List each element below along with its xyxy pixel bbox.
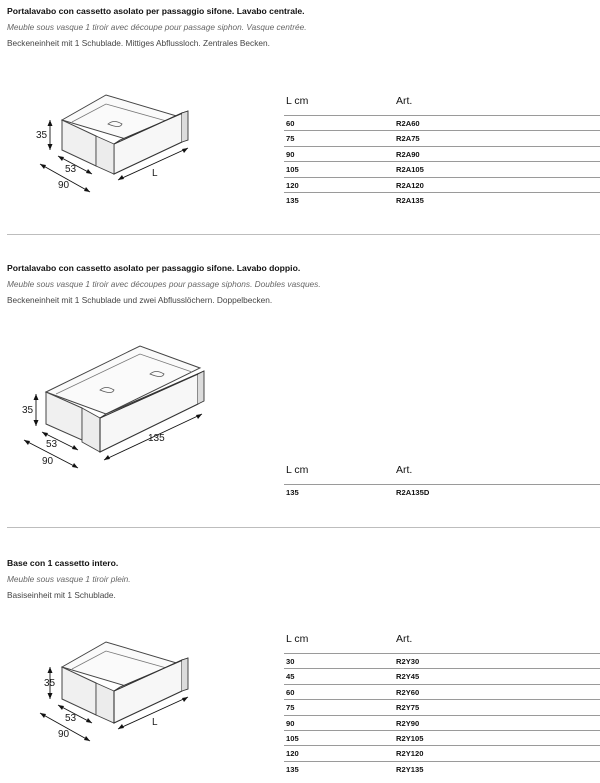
cell-article: R2A75 (396, 134, 420, 144)
dim-height-label: 35 (36, 130, 48, 141)
col-header-article: Art. (396, 95, 413, 107)
table-row (284, 699, 600, 714)
cell-length: 30 (286, 657, 295, 666)
table-row (284, 161, 600, 176)
table-row (284, 745, 600, 760)
cell-article: R2Y135 (396, 764, 424, 774)
table-header (284, 464, 600, 484)
cell-article: R2A90 (396, 149, 420, 159)
cell-article: R2Y90 (396, 718, 420, 728)
section-subtitle-de: Basiseinheit mit 1 Schublade. (7, 590, 116, 600)
cell-article: R2Y105 (396, 733, 424, 743)
cabinet-drawing-double-sink (0, 338, 240, 478)
dim-width-outer-label: 90 (58, 729, 70, 740)
cell-length: 105 (286, 165, 299, 175)
dim-depth-label: 53 (65, 164, 77, 175)
col-header-article: Art. (396, 464, 413, 476)
table-header (284, 633, 600, 653)
cell-article: R2A135 (396, 195, 424, 205)
cell-length: 90 (286, 149, 295, 159)
section-title: Portalavabo con cassetto asolato per passaggio sifone. Lavabo doppio. (7, 263, 301, 273)
col-header-length: L cm (286, 95, 309, 107)
cell-length: 105 (286, 733, 299, 743)
cell-length: 75 (286, 134, 295, 144)
table-row (284, 668, 600, 683)
cell-length: 75 (286, 703, 295, 713)
cell-length: 135 (286, 195, 299, 205)
article-table (284, 633, 600, 776)
cabinet-drawing-base-drawer (0, 627, 240, 747)
cell-length: 90 (286, 718, 295, 728)
dim-depth-label: 53 (65, 713, 77, 724)
cell-length: 60 (286, 119, 295, 128)
table-row (284, 115, 600, 130)
dim-depth-label: 53 (46, 439, 58, 450)
col-header-article: Art. (396, 633, 413, 645)
dim-length-label: L (152, 168, 158, 179)
table-row (284, 730, 600, 745)
section-divider (7, 234, 600, 235)
cell-article: R2A60 (396, 119, 420, 128)
dim-height-label: 35 (22, 405, 34, 416)
table-row (284, 715, 600, 730)
section-subtitle-de: Beckeneinheit mit 1 Schublade. Mittiges Abflussloch. Zentrales Becken. (7, 38, 270, 48)
cell-length: 60 (286, 687, 295, 697)
cell-article: R2A105 (396, 165, 424, 175)
table-row (284, 177, 600, 192)
section-subtitle-de: Beckeneinheit mit 1 Schublade und zwei Abflusslöchern. Doppelbecken. (7, 295, 273, 305)
col-header-length: L cm (286, 633, 309, 645)
article-table (284, 95, 600, 207)
section-subtitle-fr: Meuble sous vasque 1 tiroir avec découpe pour passage siphon. Vasque centrée. (7, 22, 307, 32)
cell-length: 120 (286, 749, 299, 759)
cell-article: R2Y60 (396, 687, 420, 697)
section-title: Base con 1 cassetto intero. (7, 558, 119, 568)
section-divider (7, 527, 600, 528)
cell-length: 45 (286, 672, 295, 682)
cell-article: R2Y45 (396, 672, 420, 682)
cell-length: 120 (286, 180, 299, 190)
table-row (284, 130, 600, 145)
table-row (284, 684, 600, 699)
dim-length-label: 135 (148, 433, 165, 444)
cell-article: R2A120 (396, 180, 424, 190)
cell-article: R2Y75 (396, 703, 420, 713)
cell-length: 135 (286, 764, 299, 774)
col-header-length: L cm (286, 464, 309, 476)
cell-length: 135 (286, 488, 299, 497)
dim-width-outer-label: 90 (58, 180, 70, 191)
cell-article: R2Y120 (396, 749, 424, 759)
table-header (284, 95, 600, 115)
table-row (284, 653, 600, 668)
dim-length-label: L (152, 717, 158, 728)
section-subtitle-fr: Meuble sous vasque 1 tiroir avec découpes pour passage siphons. Doubles vasques. (7, 279, 321, 289)
section-title: Portalavabo con cassetto asolato per passaggio sifone. Lavabo centrale. (7, 6, 305, 16)
table-row (284, 146, 600, 161)
dim-width-outer-label: 90 (42, 456, 54, 467)
cell-article: R2A135D (396, 488, 430, 497)
cabinet-drawing-central-sink (0, 80, 240, 200)
section-subtitle-fr: Meuble sous vasque 1 tiroir plein. (7, 574, 131, 584)
cell-article: R2Y30 (396, 657, 420, 666)
dim-height-label: 35 (44, 678, 56, 689)
table-row (284, 484, 600, 499)
table-row (284, 192, 600, 207)
article-table (284, 464, 600, 499)
table-row (284, 761, 600, 776)
